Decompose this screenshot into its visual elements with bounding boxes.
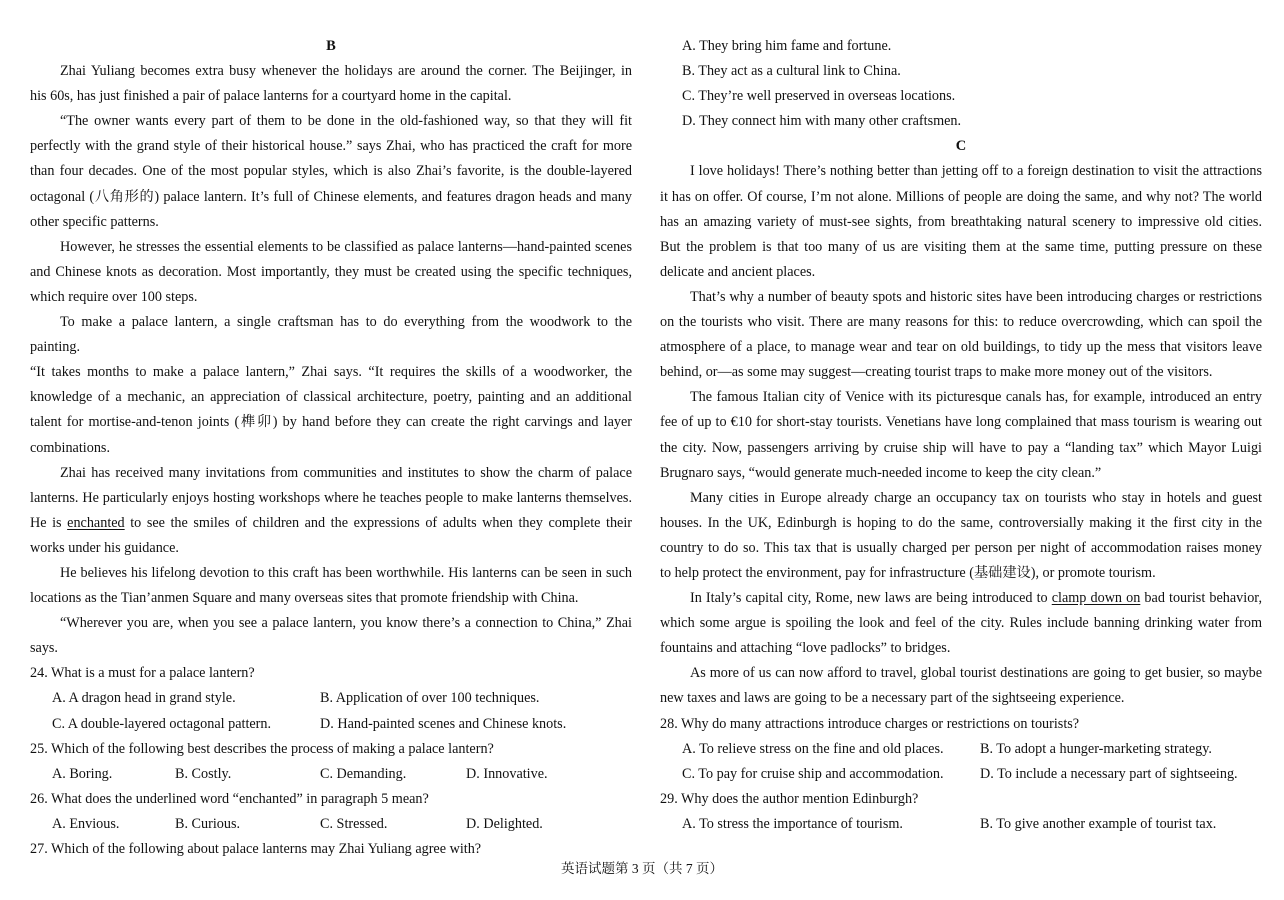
options-row (660, 737, 1262, 762)
option-26-b: B. Curious. (175, 815, 241, 832)
passage-line (30, 511, 632, 536)
option-27-d: D. They connect him with many other craftsmen. (682, 113, 962, 130)
question-29: 29. Why does the author mention Edinburgh? (660, 790, 919, 807)
right-column (660, 34, 1262, 837)
options-row (30, 712, 632, 737)
text-run: He is (30, 514, 68, 531)
left-column (30, 34, 632, 862)
passage-line: “Wherever you are, when you see a palace lantern, you know there’s a connection to China,” Zhai (60, 615, 632, 632)
passage-line: “It takes months to make a palace lantern,” Zhai says. “It requires the skills of a woodworker, the (30, 364, 632, 381)
passage-line: Zhai has received many invitations from communities and institutes to show the charm of palace (60, 464, 632, 481)
passage-line: But the problem is that too many of us are visiting them at the same time, putting pressure on these (660, 238, 1262, 255)
passage-line: I love holidays! There’s nothing better than jetting off to a foreign destination to visit the attractions (690, 163, 1262, 180)
question-28: 28. Why do many attractions introduce charges or restrictions on tourists? (660, 715, 1080, 732)
passage-line: his 60s, has just finished a pair of palace lanterns for a courtyard home in the capital. (30, 88, 512, 105)
passage-line (660, 586, 1262, 611)
section-c-heading: C (955, 138, 967, 155)
passage-line: behind, or—as some may suggest—creating tourist traps to make more money out of the visitors. (660, 364, 1213, 381)
option-29-b: B. To give another example of tourist tax. (980, 815, 1217, 832)
option-26-d: D. Delighted. (466, 815, 543, 832)
passage-line: perfectly with the grand style of their historical house.” says Zhai, who has practiced the craft for more (30, 138, 632, 155)
option-24-a: A. A dragon head in grand style. (52, 690, 236, 707)
option-28-c: C. To pay for cruise ship and accommodation. (682, 765, 944, 782)
page-footer: 英语试题第 3 页（共 7 页） (561, 861, 723, 876)
passage-line: fountains and attaching “love padlocks” to bridges. (660, 640, 951, 657)
passage-line: talent for mortise-and-tenon joints (榫卯) by hand before they can create the right carvings and layer (30, 414, 632, 431)
underlined-word-enchanted: enchanted (67, 514, 125, 531)
option-28-b: B. To adopt a hunger-marketing strategy. (980, 740, 1212, 757)
passage-line: has an amazing variety of must-see sights, from breathtaking natural scenery to impressive old cities. (660, 213, 1262, 230)
options-row (30, 812, 632, 837)
passage-line: on the tourists who visit. There are many reasons for this: to reduce overcrowding, which can spoil the (660, 314, 1262, 331)
option-25-c: C. Demanding. (320, 765, 407, 782)
options-row (30, 762, 632, 787)
option-24-c: C. A double-layered octagonal pattern. (52, 715, 272, 732)
text-run: In Italy’s capital city, Rome, new laws are being introduced to (690, 590, 1052, 607)
option-27-a: A. They bring him fame and fortune. (682, 38, 892, 54)
text-run: bad tourist behavior, (1140, 590, 1262, 607)
passage-line: to help protect the environment, pay for infrastructure (基础建设), or promote tourism. (660, 564, 1156, 581)
question-24: 24. What is a must for a palace lantern? (30, 665, 255, 682)
options-row (660, 812, 1262, 837)
option-25-a: A. Boring. (52, 765, 113, 782)
option-27-b: B. They act as a cultural link to China. (682, 63, 901, 80)
passage-line: delicate and ancient places. (660, 263, 816, 280)
passage-line: which some argue is spoiling the look and feel of the city. Rules include banning drinking water from (660, 615, 1262, 632)
passage-line: He believes his lifelong devotion to this craft has been worthwhile. His lanterns can be seen in such (60, 564, 632, 581)
passage-line: fee of up to €10 for short-stay tourists. Venetians have long complained that mass tourism is wearing out (660, 414, 1262, 431)
passage-line: new taxes and laws are going to be a necessary part of the sightseeing experience. (660, 690, 1125, 707)
passage-line: The famous Italian city of Venice with its picturesque canals has, for example, introduced an entry (690, 389, 1262, 406)
options-row (660, 762, 1262, 787)
text-run: to see the smiles of children and the expressions of adults when they complete their (124, 514, 633, 531)
options-row (30, 686, 632, 711)
passage-line: However, he stresses the essential elements to be classified as palace lanterns—hand-painted scenes (60, 238, 632, 255)
option-26-c: C. Stressed. (320, 815, 388, 832)
option-25-b: B. Costly. (175, 765, 232, 782)
passage-line: To make a palace lantern, a single craftsman has to do everything from the woodwork to the painting. (30, 314, 632, 356)
passage-line: houses. In the UK, Edinburgh is hoping to do the same, controversially making it the first city in the (660, 514, 1262, 531)
passage-line: says. (30, 640, 58, 657)
passage-line: “The owner wants every part of them to be done in the old-fashioned way, so that they will fit (60, 113, 632, 130)
passage-line: country to do so. This tax that is usually charged per person per night of accommodation raises money (660, 539, 1262, 556)
passage-line: combinations. (30, 439, 110, 456)
passage-line: octagonal (八角形的) palace lantern. It’s full of Chinese elements, and features dragon heads and many (30, 188, 632, 205)
passage-line: knowledge of a mechanic, an appreciation of classical architecture, poetry, painting and an additional (30, 389, 632, 406)
passage-line: than four decades. One of the most popular styles, which is also Zhai’s favorite, is the double-layered (30, 163, 632, 180)
option-28-d: D. To include a necessary part of sightseeing. (980, 765, 1238, 782)
passage-line: locations as the Tian’anmen Square and many overseas sites that promote friendship with China. (30, 590, 579, 607)
passage-line: it has on offer. Of course, I’m not alone. Millions of people are doing the same, and why not? The world (660, 188, 1262, 205)
passage-line: and Chinese knots as decoration. Most importantly, they must be created using the specific techniques, (30, 263, 632, 280)
passage-line: the city. Now, passengers arriving by cruise ship will have to pay a “landing tax” which Mayor Luigi (660, 439, 1262, 456)
option-29-a: A. To stress the importance of tourism. (682, 815, 903, 832)
option-24-b: B. Application of over 100 techniques. (320, 690, 540, 707)
passage-line: atmosphere of a place, to manage wear and tear on old buildings, to tidy up the mess that visitors leave (660, 339, 1262, 356)
option-24-d: D. Hand-painted scenes and Chinese knots. (320, 715, 567, 732)
question-26: 26. What does the underlined word “enchanted” in paragraph 5 mean? (30, 790, 429, 807)
passage-line: other specific patterns. (30, 213, 159, 230)
passage-line: As more of us can now afford to travel, global tourist destinations are going to get busier, so maybe (690, 665, 1262, 682)
option-25-d: D. Innovative. (466, 765, 548, 782)
question-25: 25. Which of the following best describes the process of making a palace lantern? (30, 740, 494, 757)
passage-line: which require over 100 steps. (30, 288, 198, 305)
passage-line: Brugnaro says, “would generate much-needed income to keep the city clean.” (660, 464, 1102, 481)
passage-line: works under his guidance. (30, 539, 179, 556)
section-b-heading: B (326, 38, 336, 54)
question-27: 27. Which of the following about palace lanterns may Zhai Yuliang agree with? (30, 841, 482, 857)
passage-line: lanterns. He particularly enjoys hosting workshops where he teaches people to make lanterns themselves. (30, 489, 632, 506)
option-27-c: C. They’re well preserved in overseas locations. (682, 88, 956, 105)
passage-line: Many cities in Europe already charge an occupancy tax on tourists who stay in hotels and guest (690, 489, 1262, 506)
option-28-a: A. To relieve stress on the fine and old places. (682, 740, 944, 757)
underlined-phrase-clamp-down-on: clamp down on (1051, 590, 1141, 607)
passage-line: That’s why a number of beauty spots and historic sites have been introducing charges or restrictions (690, 288, 1262, 305)
passage-line: Zhai Yuliang becomes extra busy whenever the holidays are around the corner. The Beijinger, in (60, 63, 632, 80)
option-26-a: A. Envious. (52, 815, 120, 832)
